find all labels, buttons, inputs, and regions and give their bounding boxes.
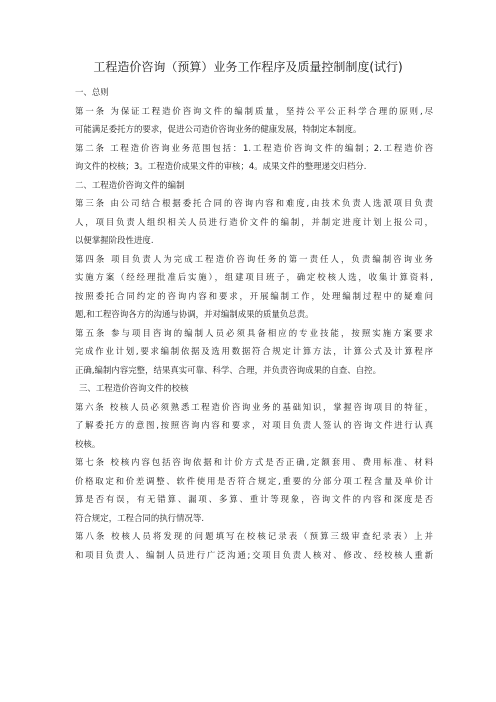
article-4-line-2: 实施方案（经经理批准后实施），组建项目班子，确定校核人选，收集计算资料,: [75, 272, 433, 282]
article-3-line-2: 人，项目负责人组织相关人员进行造价文件的编制，并制定进度计划上报公司，: [75, 216, 433, 227]
article-8-line-2: 和项目负责人、编制人员进行广泛沟通;交项目负责人核对、修改、经校核人重新: [75, 549, 433, 560]
article-3-line-3: 以便掌握阶段性进度.: [75, 235, 154, 245]
article-5-line-1: 第五条 参与项目咨询的编制人员必须具备相应的专业技能，按照实施方案要求: [75, 327, 433, 338]
article-2-line-1: 第二条 工程造价咨询业务范围包括：1.工程造价咨询文件的编制；2.工程造价咨: [75, 142, 433, 153]
article-5-line-3: 正确,编制内容完整，结果真实可靠、科学、合理，并负责咨询成果的自查、自控。: [75, 364, 382, 375]
document-title: 工程造价咨询（预算）业务工作程序及质量控制制度(试行): [93, 60, 403, 74]
article-2-line-2: 询文件的校核；3。工程造价成果文件的审核；4。成果文件的整理递交归档分.: [75, 161, 367, 171]
section-heading-general: 一、总则: [75, 87, 109, 97]
article-4-line-1: 第四条 项目负责人为完成工程造价咨询任务的第一责任人，负责编制咨询业务: [75, 253, 433, 264]
article-6-line-1: 第六条 校核人员必须熟悉工程造价咨询业务的基础知识，掌握咨询项目的特征，: [75, 401, 433, 412]
article-4-line-3: 按照委托合同约定的咨询内容和要求，开展编制工作，处理编制过程中的疑难问: [75, 290, 433, 301]
article-3-line-1: 第三条 由公司结合根据委托合同的咨询内容和难度,由技术负责人选派项目负责: [75, 198, 433, 208]
article-1-line-2: 可能满足委托方的要求，促进公司造价咨询业务的健康发展，特制定本制度。: [75, 124, 362, 134]
section-heading-compilation: 二、工程造价咨询文件的编制: [75, 179, 185, 190]
document-body: [75, 83, 433, 564]
article-1-line-1: 第一条 为保证工程造价咨询文件的编制质量，坚持公平公正科学合理的原则,尽: [75, 105, 433, 116]
article-8-line-1: 第八条 校核人员将发现的问题填写在校核记录表（预算三级审查纪录表）上并: [75, 531, 433, 541]
article-7-line-2: 价格取定和价差调整、软件使用是否符合规定,重要的分部分项工程含量及单价计: [75, 475, 433, 486]
article-5-line-2: 完成作业计划,要求编制依据及选用数据符合规定计算方法，计算公式及计算程序: [75, 346, 433, 356]
article-7-line-3: 算是否有误，有无错算、漏项、多算、重计等现象，咨询文件的内容和深度是否: [75, 494, 433, 504]
section-heading-review: 三、工程造价咨询文件的校核: [79, 383, 189, 393]
article-7-line-1: 第七条 校核内容包括咨询依据和计价方式是否正确,定额套用、费用标准、材料: [75, 457, 433, 467]
article-7-line-4: 符合规定，工程合同的执行情况等.: [75, 512, 205, 523]
article-6-line-2: 了解委托方的意图,按照咨询内容和要求，对项目负责人签认的咨询文件进行认真: [75, 420, 433, 430]
article-4-line-4: 题,和工程咨询各方的沟通与协调，并对编制成果的质量负总责。: [75, 309, 314, 319]
article-6-line-3: 校核。: [75, 438, 101, 449]
